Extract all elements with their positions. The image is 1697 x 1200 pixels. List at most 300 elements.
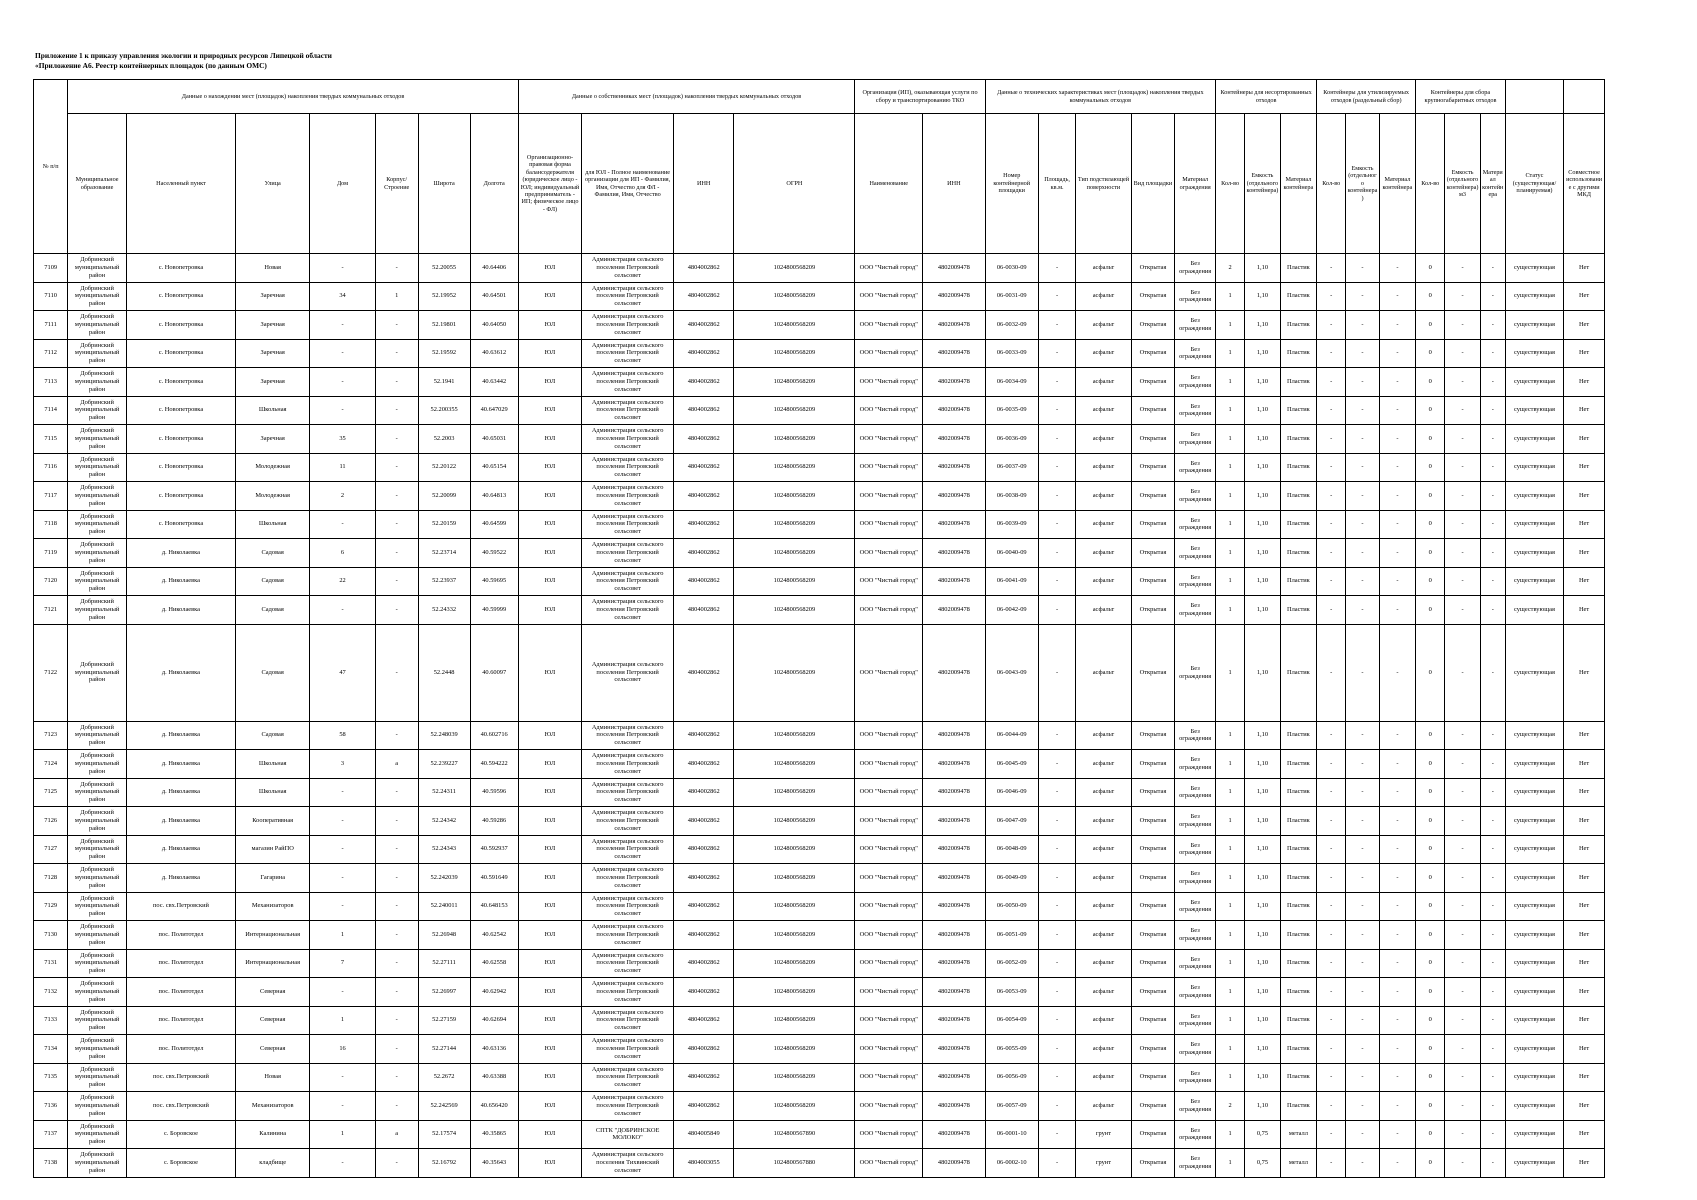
cell-carrier-name: ООО "Чистый город" (855, 778, 923, 807)
cell-longitude: 40.62942 (470, 978, 518, 1007)
cell-carrier-name: ООО "Чистый город" (855, 339, 923, 368)
cell-owner-name: Администрация сельского поселения Петровский сельсовет (582, 1063, 674, 1092)
cell-site-number: 06-0032-09 (985, 311, 1038, 340)
cell-unsorted-count: 1 (1216, 978, 1245, 1007)
cell-house: - (310, 1092, 376, 1121)
cell-longitude: 40.35865 (470, 1120, 518, 1149)
cell-surface-type: асфальт (1076, 567, 1131, 596)
cell-recyclable-material: - (1379, 596, 1416, 625)
cell-status: существующая (1505, 892, 1563, 921)
cell-recyclable-material: - (1379, 835, 1416, 864)
table-row (34, 539, 1605, 568)
table-row (34, 807, 1605, 836)
cell-fence-material: Без ограждения (1175, 396, 1216, 425)
cell-recyclable-count: - (1317, 282, 1346, 311)
cell-recyclable-capacity: - (1346, 949, 1379, 978)
cell-latitude: 52.20099 (418, 482, 470, 511)
col-header-recyclable-capacity: Емкость (отдельного контейнера) (1346, 114, 1379, 254)
cell-fence-material: Без ограждения (1175, 1006, 1216, 1035)
cell-carrier-inn: 4802009478 (923, 254, 986, 283)
cell-number: 7129 (34, 892, 68, 921)
col-header-bulky-count: Кол-во (1416, 114, 1445, 254)
cell-surface-type: асфальт (1076, 721, 1131, 750)
cell-street: Школьная (236, 778, 310, 807)
cell-owner-name: Администрация сельского поселения Петровский сельсовет (582, 368, 674, 397)
cell-carrier-inn: 4802009478 (923, 311, 986, 340)
cell-unsorted-material: Пластик (1280, 311, 1316, 340)
cell-status: существующая (1505, 864, 1563, 893)
cell-bulky-capacity: - (1445, 778, 1480, 807)
cell-unsorted-material: Пластик (1280, 339, 1316, 368)
cell-settlement: д. Николаевка (126, 778, 235, 807)
cell-legal-form: ЮЛ (518, 807, 582, 836)
cell-bulky-capacity: - (1445, 978, 1480, 1007)
cell-site-type: Открытая (1131, 864, 1175, 893)
cell-owner-ogrn: 1024800567880 (734, 1149, 855, 1178)
cell-building: - (375, 807, 418, 836)
cell-surface-type: асфальт (1076, 807, 1131, 836)
cell-house: 22 (310, 567, 376, 596)
cell-carrier-inn: 4802009478 (923, 835, 986, 864)
col-header-bulky-material: Материал контейнера (1480, 114, 1505, 254)
cell-number: 7114 (34, 396, 68, 425)
cell-unsorted-material: Пластик (1280, 750, 1316, 779)
cell-number: 7111 (34, 311, 68, 340)
cell-municipality: Добринский муниципальный район (68, 778, 126, 807)
cell-street: Садовая (236, 624, 310, 721)
cell-unsorted-material: Пластик (1280, 1092, 1316, 1121)
cell-building: - (375, 892, 418, 921)
cell-latitude: 52.27111 (418, 949, 470, 978)
cell-site-type: Открытая (1131, 282, 1175, 311)
cell-house: 1 (310, 1120, 376, 1149)
cell-latitude: 52.2003 (418, 425, 470, 454)
cell-recyclable-capacity: - (1346, 596, 1379, 625)
cell-building: - (375, 368, 418, 397)
cell-unsorted-count: 1 (1216, 864, 1245, 893)
cell-owner-ogrn: 1024800568209 (734, 624, 855, 721)
cell-building: - (375, 721, 418, 750)
cell-area: - (1038, 539, 1076, 568)
cell-recyclable-capacity: - (1346, 835, 1379, 864)
cell-settlement: пос. свх.Петровский (126, 892, 235, 921)
cell-settlement: д. Николаевка (126, 864, 235, 893)
cell-legal-form: ЮЛ (518, 1063, 582, 1092)
cell-street: Садовая (236, 596, 310, 625)
cell-unsorted-capacity: 1,10 (1245, 396, 1280, 425)
cell-longitude: 40.64599 (470, 510, 518, 539)
cell-owner-inn: 4804002862 (673, 1006, 733, 1035)
cell-latitude: 52.26997 (418, 978, 470, 1007)
cell-latitude: 52.242039 (418, 864, 470, 893)
cell-recyclable-material: - (1379, 311, 1416, 340)
cell-legal-form: ЮЛ (518, 596, 582, 625)
cell-settlement: с. Новопетровка (126, 425, 235, 454)
cell-owner-ogrn: 1024800568209 (734, 835, 855, 864)
cell-municipality: Добринский муниципальный район (68, 311, 126, 340)
cell-owner-inn: 4804002862 (673, 807, 733, 836)
cell-owner-ogrn: 1024800568209 (734, 1063, 855, 1092)
cell-street: Школьная (236, 750, 310, 779)
cell-recyclable-material: - (1379, 1120, 1416, 1149)
col-header-number: № п/п (34, 80, 68, 254)
cell-bulky-material: - (1480, 254, 1505, 283)
cell-longitude: 40.592937 (470, 835, 518, 864)
cell-site-type: Открытая (1131, 339, 1175, 368)
cell-latitude: 52.27159 (418, 1006, 470, 1035)
cell-shared-use: Нет (1564, 1006, 1605, 1035)
cell-fence-material: Без ограждения (1175, 510, 1216, 539)
cell-shared-use: Нет (1564, 721, 1605, 750)
cell-shared-use: Нет (1564, 539, 1605, 568)
cell-building: - (375, 1149, 418, 1178)
cell-house: 34 (310, 282, 376, 311)
cell-street: Новая (236, 254, 310, 283)
cell-fence-material: Без ограждения (1175, 1092, 1216, 1121)
cell-shared-use: Нет (1564, 807, 1605, 836)
table-row (34, 921, 1605, 950)
cell-legal-form: ЮЛ (518, 1092, 582, 1121)
col-header-carrier-name: Наименование (855, 114, 923, 254)
cell-recyclable-material: - (1379, 949, 1416, 978)
cell-recyclable-count: - (1317, 921, 1346, 950)
cell-surface-type: асфальт (1076, 778, 1131, 807)
cell-number: 7126 (34, 807, 68, 836)
cell-unsorted-count: 1 (1216, 1006, 1245, 1035)
cell-settlement: с. Новопетровка (126, 368, 235, 397)
cell-unsorted-capacity: 1,10 (1245, 624, 1280, 721)
cell-owner-inn: 4804002862 (673, 368, 733, 397)
cell-legal-form: ЮЛ (518, 311, 582, 340)
cell-site-type: Открытая (1131, 750, 1175, 779)
col-header-fence-material: Материал ограждения (1175, 114, 1216, 254)
cell-carrier-name: ООО "Чистый город" (855, 721, 923, 750)
cell-fence-material: Без ограждения (1175, 567, 1216, 596)
cell-number: 7125 (34, 778, 68, 807)
cell-owner-inn: 4804002862 (673, 282, 733, 311)
cell-street: Молодежная (236, 453, 310, 482)
cell-latitude: 52.240011 (418, 892, 470, 921)
cell-owner-name: Администрация сельского поселения Петровский сельсовет (582, 482, 674, 511)
cell-status: существующая (1505, 1120, 1563, 1149)
cell-owner-inn: 4804002862 (673, 254, 733, 283)
cell-status: существующая (1505, 978, 1563, 1007)
col-header-house: Дом (310, 114, 376, 254)
cell-owner-inn: 4804002862 (673, 1092, 733, 1121)
cell-bulky-count: 0 (1416, 311, 1445, 340)
cell-shared-use: Нет (1564, 778, 1605, 807)
cell-surface-type: асфальт (1076, 1063, 1131, 1092)
cell-street: Садовая (236, 539, 310, 568)
cell-site-number: 06-0047-09 (985, 807, 1038, 836)
cell-legal-form: ЮЛ (518, 949, 582, 978)
cell-status: существующая (1505, 311, 1563, 340)
cell-latitude: 52.26948 (418, 921, 470, 950)
cell-municipality: Добринский муниципальный район (68, 978, 126, 1007)
cell-municipality: Добринский муниципальный район (68, 254, 126, 283)
cell-carrier-name: ООО "Чистый город" (855, 750, 923, 779)
cell-site-number: 06-0039-09 (985, 510, 1038, 539)
cell-unsorted-capacity: 1,10 (1245, 750, 1280, 779)
cell-bulky-capacity: - (1445, 807, 1480, 836)
cell-owner-ogrn: 1024800568209 (734, 1092, 855, 1121)
cell-bulky-capacity: - (1445, 721, 1480, 750)
cell-longitude: 40.65031 (470, 425, 518, 454)
cell-recyclable-capacity: - (1346, 1120, 1379, 1149)
cell-fence-material: Без ограждения (1175, 721, 1216, 750)
cell-site-number: 06-0042-09 (985, 596, 1038, 625)
table-row (34, 596, 1605, 625)
cell-unsorted-material: Пластик (1280, 368, 1316, 397)
cell-house: 35 (310, 425, 376, 454)
cell-area: - (1038, 750, 1076, 779)
cell-unsorted-capacity: 1,10 (1245, 453, 1280, 482)
cell-number: 7132 (34, 978, 68, 1007)
cell-owner-ogrn: 1024800568209 (734, 425, 855, 454)
cell-recyclable-count: - (1317, 1035, 1346, 1064)
cell-owner-inn: 4804002862 (673, 778, 733, 807)
cell-site-number: 06-0051-09 (985, 921, 1038, 950)
group-bulky-containers-header: Контейнеры для сбора крупногабаритных отходов (1416, 80, 1506, 114)
cell-street: Заречная (236, 368, 310, 397)
cell-longitude: 40.59522 (470, 539, 518, 568)
cell-recyclable-capacity: - (1346, 425, 1379, 454)
cell-bulky-capacity: - (1445, 254, 1480, 283)
cell-area: - (1038, 1063, 1076, 1092)
cell-carrier-inn: 4802009478 (923, 978, 986, 1007)
cell-recyclable-material: - (1379, 339, 1416, 368)
cell-municipality: Добринский муниципальный район (68, 1092, 126, 1121)
table-row (34, 778, 1605, 807)
table-row (34, 282, 1605, 311)
cell-number: 7118 (34, 510, 68, 539)
cell-shared-use: Нет (1564, 254, 1605, 283)
cell-shared-use: Нет (1564, 835, 1605, 864)
cell-carrier-name: ООО "Чистый город" (855, 368, 923, 397)
cell-street: магазин РайПО (236, 835, 310, 864)
cell-fence-material: Без ограждения (1175, 368, 1216, 397)
cell-settlement: с. Новопетровка (126, 396, 235, 425)
cell-bulky-count: 0 (1416, 453, 1445, 482)
cell-bulky-material: - (1480, 282, 1505, 311)
cell-bulky-material: - (1480, 1120, 1505, 1149)
cell-unsorted-count: 1 (1216, 339, 1245, 368)
cell-fence-material: Без ограждения (1175, 778, 1216, 807)
cell-bulky-material: - (1480, 778, 1505, 807)
group-owner-header: Данные о собственниках мест (площадок) накопления твердых коммунальных отходов (518, 80, 855, 114)
cell-street: Школьная (236, 510, 310, 539)
cell-unsorted-material: Пластик (1280, 596, 1316, 625)
cell-house: 1 (310, 1006, 376, 1035)
cell-owner-ogrn: 1024800568209 (734, 539, 855, 568)
table-row (34, 453, 1605, 482)
cell-owner-ogrn: 1024800568209 (734, 864, 855, 893)
cell-unsorted-material: Пластик (1280, 921, 1316, 950)
cell-recyclable-count: - (1317, 339, 1346, 368)
cell-number: 7131 (34, 949, 68, 978)
cell-legal-form: ЮЛ (518, 510, 582, 539)
cell-status: существующая (1505, 750, 1563, 779)
cell-latitude: 52.17574 (418, 1120, 470, 1149)
cell-longitude: 40.65154 (470, 453, 518, 482)
cell-longitude: 40.594222 (470, 750, 518, 779)
cell-owner-inn: 4804002862 (673, 596, 733, 625)
cell-carrier-name: ООО "Чистый город" (855, 1006, 923, 1035)
cell-site-type: Открытая (1131, 807, 1175, 836)
cell-settlement: д. Николаевка (126, 539, 235, 568)
cell-fence-material: Без ограждения (1175, 425, 1216, 454)
cell-unsorted-material: Пластик (1280, 978, 1316, 1007)
cell-longitude: 40.647029 (470, 396, 518, 425)
cell-settlement: с. Новопетровка (126, 311, 235, 340)
cell-bulky-count: 0 (1416, 282, 1445, 311)
table-row (34, 425, 1605, 454)
cell-site-type: Открытая (1131, 978, 1175, 1007)
cell-carrier-name: ООО "Чистый город" (855, 254, 923, 283)
cell-bulky-material: - (1480, 1035, 1505, 1064)
cell-unsorted-count: 1 (1216, 624, 1245, 721)
cell-recyclable-capacity: - (1346, 311, 1379, 340)
cell-latitude: 52.24332 (418, 596, 470, 625)
cell-site-number: 06-0033-09 (985, 339, 1038, 368)
table-row (34, 624, 1605, 721)
cell-carrier-name: ООО "Чистый город" (855, 864, 923, 893)
cell-street: Заречная (236, 311, 310, 340)
cell-municipality: Добринский муниципальный район (68, 835, 126, 864)
cell-status: существующая (1505, 1149, 1563, 1178)
cell-municipality: Добринский муниципальный район (68, 567, 126, 596)
cell-site-number: 06-0053-09 (985, 978, 1038, 1007)
cell-number: 7135 (34, 1063, 68, 1092)
cell-street: Новая (236, 1063, 310, 1092)
cell-fence-material: Без ограждения (1175, 254, 1216, 283)
cell-street: Калинина (236, 1120, 310, 1149)
cell-carrier-inn: 4802009478 (923, 339, 986, 368)
cell-site-type: Открытая (1131, 254, 1175, 283)
cell-building: - (375, 339, 418, 368)
cell-status: существующая (1505, 425, 1563, 454)
cell-owner-ogrn: 1024800568209 (734, 596, 855, 625)
cell-bulky-count: 0 (1416, 624, 1445, 721)
cell-site-type: Открытая (1131, 539, 1175, 568)
cell-site-number: 06-0040-09 (985, 539, 1038, 568)
cell-unsorted-count: 1 (1216, 425, 1245, 454)
cell-municipality: Добринский муниципальный район (68, 368, 126, 397)
cell-bulky-count: 0 (1416, 778, 1445, 807)
cell-owner-inn: 4804002862 (673, 864, 733, 893)
cell-latitude: 52.2448 (418, 624, 470, 721)
cell-house: - (310, 892, 376, 921)
cell-owner-inn: 4804002862 (673, 921, 733, 950)
cell-surface-type: асфальт (1076, 368, 1131, 397)
cell-recyclable-material: - (1379, 567, 1416, 596)
cell-recyclable-count: - (1317, 721, 1346, 750)
cell-fence-material: Без ограждения (1175, 750, 1216, 779)
cell-bulky-count: 0 (1416, 425, 1445, 454)
cell-building: 1 (375, 282, 418, 311)
cell-settlement: пос. свх.Петровский (126, 1063, 235, 1092)
cell-longitude: 40.59999 (470, 596, 518, 625)
cell-recyclable-capacity: - (1346, 254, 1379, 283)
cell-carrier-inn: 4802009478 (923, 425, 986, 454)
cell-unsorted-material: Пластик (1280, 453, 1316, 482)
cell-carrier-inn: 4802009478 (923, 1006, 986, 1035)
cell-status: существующая (1505, 835, 1563, 864)
cell-status: существующая (1505, 396, 1563, 425)
cell-house: 2 (310, 482, 376, 511)
table-row (34, 339, 1605, 368)
cell-carrier-inn: 4802009478 (923, 510, 986, 539)
cell-status: существующая (1505, 1063, 1563, 1092)
cell-owner-ogrn: 1024800568209 (734, 254, 855, 283)
cell-bulky-count: 0 (1416, 949, 1445, 978)
cell-unsorted-material: Пластик (1280, 254, 1316, 283)
cell-shared-use: Нет (1564, 311, 1605, 340)
cell-building: а (375, 750, 418, 779)
table-row (34, 510, 1605, 539)
cell-shared-use: Нет (1564, 864, 1605, 893)
cell-unsorted-count: 1 (1216, 892, 1245, 921)
cell-unsorted-capacity: 1,10 (1245, 921, 1280, 950)
cell-number: 7133 (34, 1006, 68, 1035)
cell-recyclable-material: - (1379, 396, 1416, 425)
cell-area: - (1038, 864, 1076, 893)
cell-unsorted-count: 1 (1216, 453, 1245, 482)
cell-bulky-capacity: - (1445, 339, 1480, 368)
cell-fence-material: Без ограждения (1175, 1149, 1216, 1178)
cell-bulky-material: - (1480, 596, 1505, 625)
cell-site-type: Открытая (1131, 1092, 1175, 1121)
cell-bulky-material: - (1480, 1063, 1505, 1092)
cell-site-number: 06-0037-09 (985, 453, 1038, 482)
cell-unsorted-count: 1 (1216, 282, 1245, 311)
cell-owner-inn: 4804002862 (673, 453, 733, 482)
cell-owner-ogrn: 1024800568209 (734, 368, 855, 397)
cell-fence-material: Без ограждения (1175, 949, 1216, 978)
cell-municipality: Добринский муниципальный район (68, 596, 126, 625)
cell-owner-name: Администрация сельского поселения Петровский сельсовет (582, 339, 674, 368)
cell-surface-type: асфальт (1076, 425, 1131, 454)
cell-carrier-inn: 4802009478 (923, 1035, 986, 1064)
cell-bulky-capacity: - (1445, 1149, 1480, 1178)
cell-shared-use: Нет (1564, 1120, 1605, 1149)
cell-area: - (1038, 482, 1076, 511)
table-row (34, 1092, 1605, 1121)
cell-street: Северная (236, 1035, 310, 1064)
cell-owner-ogrn: 1024800567890 (734, 1120, 855, 1149)
cell-recyclable-material: - (1379, 453, 1416, 482)
cell-area: - (1038, 1035, 1076, 1064)
cell-settlement: с. Новопетровка (126, 453, 235, 482)
cell-legal-form: ЮЛ (518, 1035, 582, 1064)
cell-building: - (375, 567, 418, 596)
cell-site-type: Открытая (1131, 510, 1175, 539)
cell-building: - (375, 254, 418, 283)
cell-site-type: Открытая (1131, 835, 1175, 864)
cell-status: существующая (1505, 539, 1563, 568)
cell-house: - (310, 254, 376, 283)
cell-site-number: 06-0035-09 (985, 396, 1038, 425)
cell-site-type: Открытая (1131, 892, 1175, 921)
cell-area: - (1038, 567, 1076, 596)
cell-bulky-material: - (1480, 835, 1505, 864)
cell-municipality: Добринский муниципальный район (68, 510, 126, 539)
cell-recyclable-count: - (1317, 1092, 1346, 1121)
cell-municipality: Добринский муниципальный район (68, 539, 126, 568)
cell-house: - (310, 978, 376, 1007)
cell-bulky-count: 0 (1416, 1006, 1445, 1035)
cell-owner-name: Администрация сельского поселения Петровский сельсовет (582, 1006, 674, 1035)
